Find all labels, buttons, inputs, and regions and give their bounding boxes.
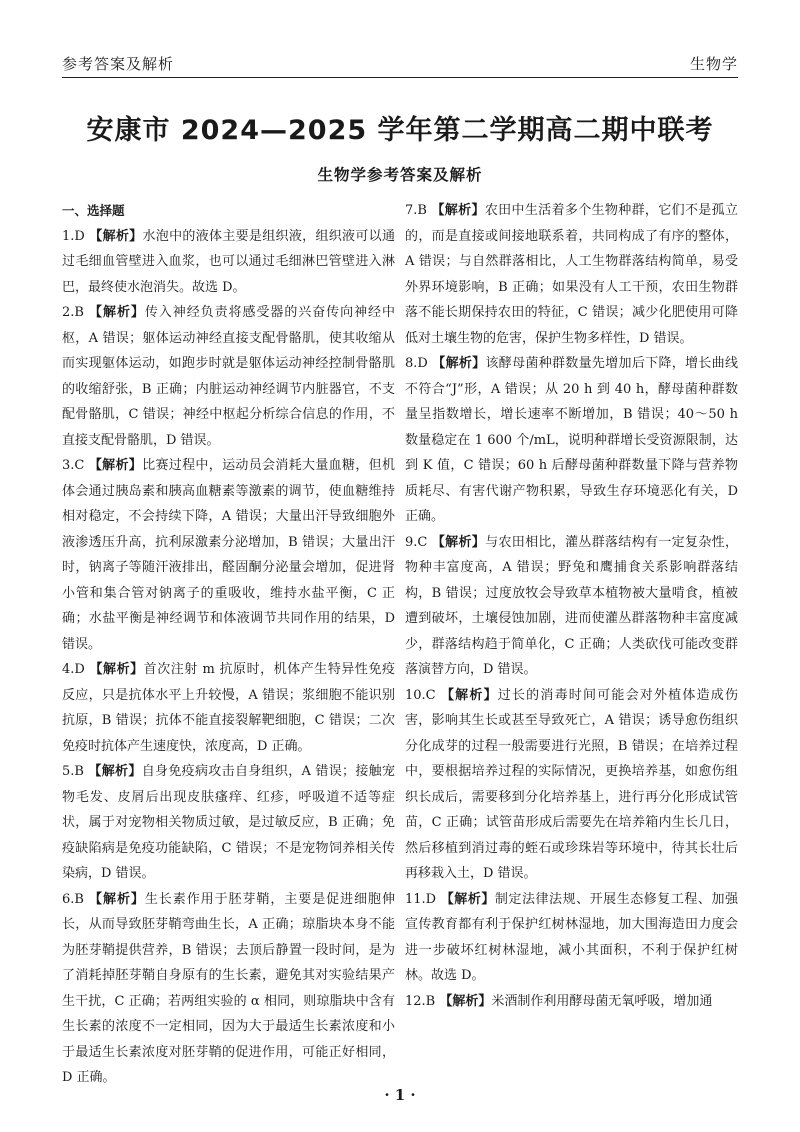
answer-item [62, 887, 395, 1091]
analysis-tag: 【解析】 [89, 228, 143, 244]
right-column [405, 198, 738, 1014]
answer-number: 4.D [62, 662, 90, 677]
answer-text: 与农田相比，灌丛群落结构有一定复杂性，物种丰富度高，A 错误；野兔和鹰捕食关系影响群落结构，B 错误；过度放牧会导致草本植物被大量啃食，植被遭到破坏，土壤侵蚀加剧，进而使灌丛群落物种丰富度减少，群落结构趋于简单化，C 正确；人类砍伐可能改变群落演替方向，D 错误。 [405, 534, 738, 677]
answer-text: 传入神经负责将感受器的兴奋传向神经中枢，A 错误；躯体运动神经直接支配骨骼肌，使其收缩从而实现躯体运动，如跑步时就是躯体运动神经控制骨骼肌的收缩舒张，B 正确；内脏运动神经调节内脏器官，不支配骨骼肌，C 错误；神经中枢起分析综合信息的作用，不直接支配骨骼肌，D 错误。 [62, 305, 395, 448]
answer-text: 过长的消毒时间可能会对外植体造成伤害，影响其生长或甚至导致死亡，A 错误；诱导愈伤组织分化成芽的过程一般需要进行光照，B 错误；在培养过程中，要根据培养过程的实际情况，更换培养基，如愈伤组织长成后，需要移到分化培养基上，进行再分化形成试管苗，C 正确；试管苗形成后需要先在培养箱内生长几日，然后移植到消过毒的蛭石或珍珠岩等环境中，待其长壮后再移栽入土，D 错误。 [405, 687, 738, 881]
analysis-tag: 【解析】 [440, 891, 495, 907]
answer-item [405, 198, 738, 351]
running-header [62, 44, 738, 74]
answer-item [62, 224, 395, 301]
answer-text: 米酒制作利用酵母菌无氧呼吸，增加通 [491, 993, 713, 1009]
answer-item [405, 351, 738, 530]
analysis-tag: 【解析】 [89, 305, 145, 320]
answer-number: 2.B [62, 305, 90, 320]
answer-item [62, 657, 395, 759]
answer-item [62, 759, 395, 887]
answer-number: 7.B [405, 203, 432, 218]
answer-number: 9.C [405, 534, 432, 550]
answer-number: 10.C [405, 687, 441, 703]
analysis-tag: 【解析】 [440, 687, 498, 703]
section-heading: 一、选择题 [62, 203, 125, 218]
answer-item [405, 683, 738, 887]
analysis-tag: 【解析】 [431, 534, 486, 550]
answer-number: 8.D [405, 356, 433, 371]
analysis-tag: 【解析】 [431, 203, 485, 218]
answer-text: 自身免疫病攻击自身组织，A 错误；接触宠物毛发、皮屑后出现皮肤瘙痒、红疹，呼吸道不适等症状，属于对宠物相关物质过敏，是过敏反应，B 正确；免疫缺陷病是免疫功能缺陷，C 错误；不是宠物饲养相关传染病，D 错误。 [62, 764, 395, 881]
answer-number: 11.D [405, 891, 441, 907]
answer-number: 12.B [405, 993, 440, 1009]
header-left: 参考答案及解析 [62, 55, 175, 73]
page-number: · 1 · [384, 1086, 416, 1104]
answer-text: 首次注射 m 抗原时，机体产生特异性免疫反应，只是抗体水平上升较慢，A 错误；浆细胞不能识别抗原，B 错误；抗体不能直接裂解靶细胞，C 错误；二次免疫时抗体产生速度快，浓度高，D 正确。 [62, 662, 395, 754]
analysis-tag: 【解析】 [88, 764, 142, 779]
answer-number: 1.D [62, 228, 90, 244]
answer-text: 生长素作用于胚芽鞘，主要是促进细胞伸长，从而导致胚芽鞘弯曲生长，A 正确；琼脂块本身不能为胚芽鞘提供营养，B 错误；去顶后静置一段时间，是为了消耗掉胚芽鞘自身原有的生长素，避免其对实验结果产生干扰，C 正确；若两组实验的 α 相同，则琼脂块中含有生长素的浓度不一定相同，因为大于最适生长素浓度和小于最适生长素浓度对胚芽鞘的促进作用，可能正好相同，D 正确。 [62, 891, 395, 1085]
answer-text: 比赛过程中，运动员会消耗大量血糖，但机体会通过胰岛素和胰高血糖素等激素的调节，使血糖维持相对稳定，不会持续下降，A 错误；大量出汗导致细胞外液渗透压升高，抗利尿激素分泌增加，B 错误；大量出汗时，钠离子等随汗液排出，醛固酮分泌量会增加，促进肾小管和集合管对钠离子的重吸收，维持水盐平衡，C 正确；水盐平衡是神经调节和体液调节共同作用的结果，D 错误。 [62, 458, 395, 652]
analysis-tag: 【解析】 [439, 993, 492, 1009]
answer-item [62, 300, 395, 453]
analysis-tag: 【解析】 [89, 662, 144, 677]
header-rule [62, 77, 738, 78]
header-right: 生物学 [689, 55, 738, 73]
answer-text: 水泡中的液体主要是组织液，组织液可以通过毛细血管壁进入血浆，也可以通过毛细淋巴管壁进入淋巴，最终使水泡消失。故选 D。 [62, 228, 395, 295]
analysis-tag: 【解析】 [89, 891, 145, 907]
answer-text: 农田中生活着多个生物种群，它们不是孤立的，而是直接或间接地联系着，共同构成了有序的整体，A 错误；与自然群落相比，人工生物群落结构简单，易受外界环境影响，B 正确；如果没有人工干预，农田生物群落不能长期保持农田的特征，C 错误；减少化肥使用可降低对土壤生物的危害，保护生物多样性，D 错误。 [405, 203, 738, 346]
analysis-tag: 【解析】 [88, 458, 143, 473]
answer-number: 6.B [62, 891, 90, 907]
answer-number: 3.C [62, 458, 89, 473]
page-title: 安康市 2024—2025 学年第二学期高二期中联考 [86, 115, 714, 146]
answer-item [405, 530, 738, 683]
answer-item [62, 453, 395, 657]
answer-number: 5.B [62, 764, 89, 779]
analysis-tag: 【解析】 [432, 356, 486, 371]
answer-text: 该酵母菌种群数量先增加后下降，增长曲线不符合“J”形，A 错误；从 20 h 到 40 h，酵母菌种群数量呈指数增长，增长速率不断增加，B 错误；40～50 h 数量稳定在 1 600 个/mL，说明种群增长受资源限制，达到 K 值，C 错误；60 h 后酵母菌种群数量下降与营养物质耗尽、有害代谢产物积累，导致生存环境恶化有关，D 正确。 [405, 356, 738, 524]
left-column [62, 198, 395, 1091]
answer-item [405, 887, 738, 989]
answer-text: 制定法律法规、开展生态修复工程、加强宣传教育都有利于保护红树林湿地，加大围海造田力度会进一步破坏红树林湿地，减小其面积，不利于保护红树林。故选 D。 [405, 891, 738, 983]
answer-item [405, 989, 738, 1015]
page-subtitle: 生物学参考答案及解析 [317, 166, 483, 184]
